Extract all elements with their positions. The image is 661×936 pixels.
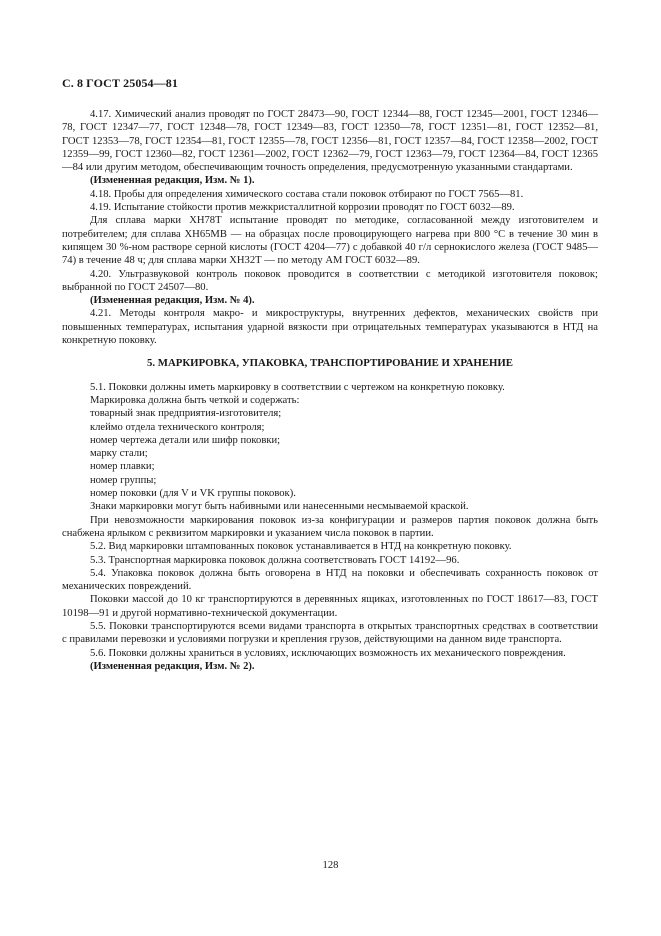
paragraph: 5.3. Транспортная маркировка поковок должна соответствовать ГОСТ 14192—96. (90, 554, 460, 566)
paragraph: 5.4. Упаковка поковок должна быть оговорена в НТД на поковки и обеспечивать сохранность поковок от механических повреждений. (62, 567, 598, 593)
list-item: номер группы; (90, 474, 157, 486)
page-header: С. 8 ГОСТ 25054—81 (62, 76, 178, 90)
list-item: номер плавки; (90, 461, 155, 473)
section-4-text (62, 108, 598, 347)
paragraph: 4.19. Испытание стойкости против межкристаллитной коррозии проводят по ГОСТ 6032—89. (90, 202, 515, 214)
paragraph: Маркировка должна быть четкой и содержать: (90, 394, 300, 406)
list-item: клеймо отдела технического контроля; (90, 421, 265, 433)
list-item: номер чертежа детали или шифр поковки; (90, 434, 281, 446)
section-5-text (62, 381, 598, 674)
amendment-note: (Измененная редакция, Изм. № 2). (90, 660, 255, 672)
paragraph: 5.2. Вид маркировки штампованных поковок устанавливается в НТД на конкретную поковку. (90, 541, 512, 553)
paragraph: 4.21. Методы контроля макро- и микроструктуры, внутренних дефектов, механических свойств при повышенных температурах, испытания ударной вязкости при отрицательных температурах указываются в НТД на конкретную поковку. (62, 308, 598, 347)
amendment-note: (Измененная редакция, Изм. № 4). (90, 295, 255, 307)
paragraph: Знаки маркировки могут быть набивными или нанесенными несмываемой краской. (90, 501, 469, 513)
paragraph: Поковки массой до 10 кг транспортируются в деревянных ящиках, изготовленных по ГОСТ 18617—83, ГОСТ 10198—91 и другой нормативно-технической документации. (62, 594, 598, 619)
paragraph: 4.20. Ультразвуковой контроль поковок проводится в соответствии с методикой изготовителя поковок; выбранной по ГОСТ 24507—80. (62, 268, 598, 293)
list-item: марку стали; (90, 448, 148, 460)
page-number: 128 (322, 860, 339, 871)
paragraph: 4.18. Пробы для определения химического состава стали поковок отбирают по ГОСТ 7565—81. (90, 188, 524, 200)
page-content (62, 108, 598, 673)
paragraph: 5.5. Поковки транспортируются всеми видами транспорта в открытых транспортных средствах в соответствии с правилами перевозки и условиями погрузки и крепления грузов, действующими на данном виде транспорта. (62, 620, 598, 646)
amendment-note: (Измененная редакция, Изм. № 1). (90, 175, 255, 187)
list-item: товарный знак предприятия-изготовителя; (90, 408, 282, 420)
paragraph: 5.6. Поковки должны храниться в условиях, исключающих возможность их механического повреждения. (90, 647, 566, 659)
paragraph: 4.17. Химический анализ проводят по ГОСТ 28473—90, ГОСТ 12344—88, ГОСТ 12345—2001, ГОСТ 12346—78, ГОСТ 12347—77, ГОСТ 12348—78, ГОСТ 12349—83, ГОСТ 12350—78, ГОСТ 12351—81, ГОСТ 12352—81, ГОСТ 12353—78, ГОСТ 12354—81, ГОСТ 12355—78, ГОСТ 12356—81, ГОСТ 12357—84, ГОСТ 12358—2002, ГОСТ 12359—99, ГОСТ 12360—82, ГОСТ 12361—2002, ГОСТ 12362—79, ГОСТ 12363—79, ГОСТ 12364—84, ГОСТ 12365—84 или другим методом, обеспечивающим точность определения, предусмотренную указанными стандартами. (62, 109, 598, 174)
section-heading: 5. МАРКИРОВКА, УПАКОВКА, ТРАНСПОРТИРОВАНИЕ И ХРАНЕНИЕ (146, 357, 514, 370)
list-item: номер поковки (для V и VK группы поковок). (90, 488, 296, 500)
paragraph: 5.1. Поковки должны иметь маркировку в соответствии с чертежом на конкретную поковку. (90, 381, 505, 393)
paragraph: При невозможности маркирования поковок из-за конфигурации и размеров партия поковок должна быть снабжена ярлыком с реквизитом маркировки и указанием числа поковок в партии. (62, 514, 598, 539)
paragraph: Для сплава марки ХН78Т испытание проводят по методике, согласованной между изготовителем и потребителем; для сплава ХН65МВ — на образцах после провоцирующего нагрева при 800 °С в течение 30 мин в кипящем 30 %-ном растворе серной кислоты (ГОСТ 4204—77) с добавкой 40 г/л сернокислого железа (ГОСТ 9485—74) в течение 48 ч; для сплава марки ХН32Т — по методу АМ ГОСТ 6032—89. (62, 215, 598, 267)
